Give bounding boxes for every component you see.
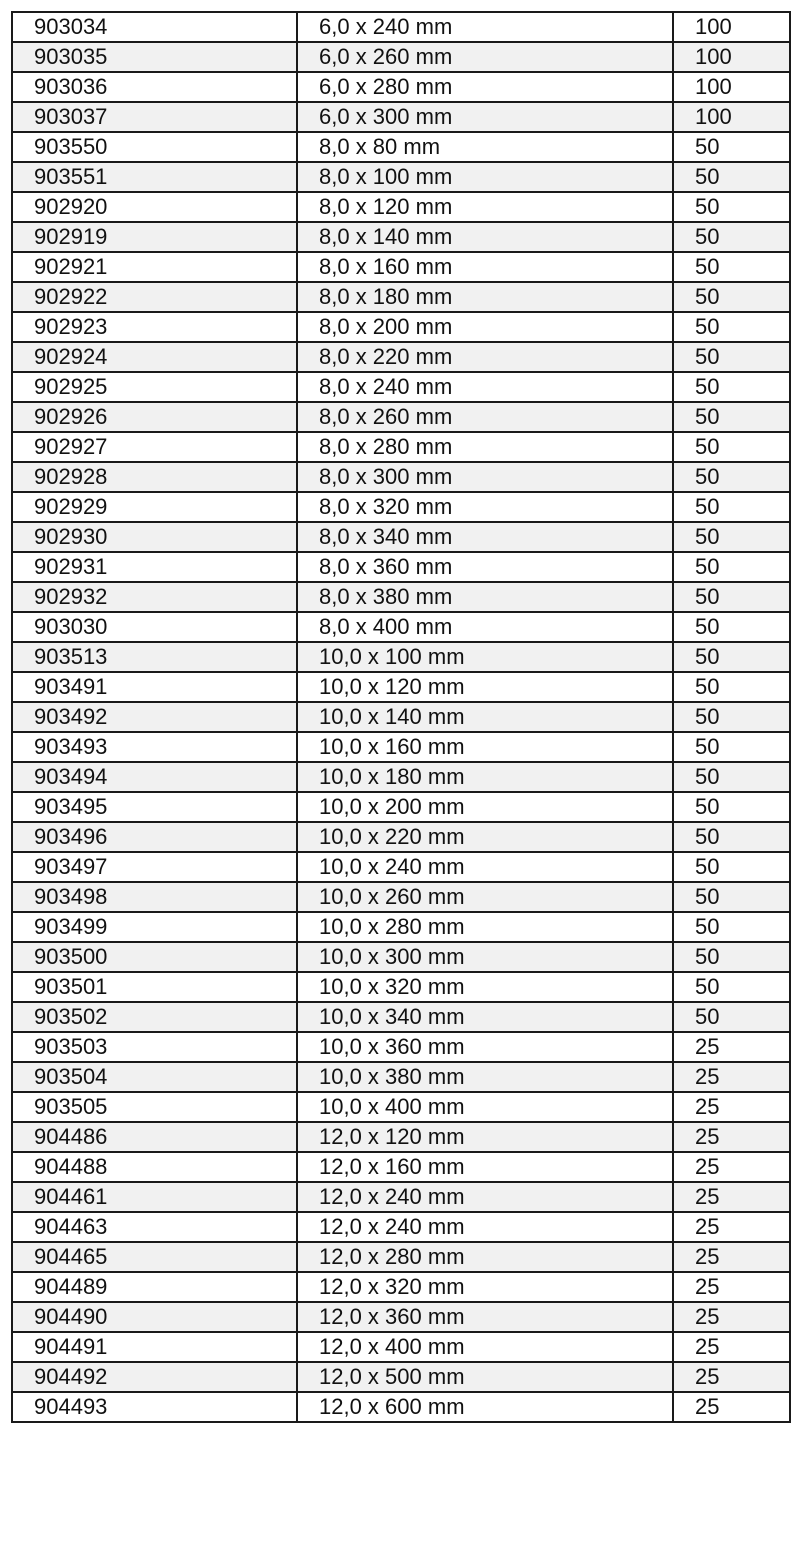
dimension-cell: 10,0 x 200 mm — [297, 792, 673, 822]
table-row — [12, 582, 790, 612]
pack-quantity-cell: 50 — [673, 672, 790, 702]
dimension-cell: 12,0 x 320 mm — [297, 1272, 673, 1302]
dimension-cell: 10,0 x 340 mm — [297, 1002, 673, 1032]
pack-quantity-cell: 50 — [673, 822, 790, 852]
article-number-cell: 904465 — [12, 1242, 297, 1272]
article-number-cell: 902929 — [12, 492, 297, 522]
table-row — [12, 612, 790, 642]
table-row — [12, 642, 790, 672]
article-number-cell: 903496 — [12, 822, 297, 852]
pack-quantity-cell: 50 — [673, 972, 790, 1002]
article-number-cell: 902930 — [12, 522, 297, 552]
pack-quantity-cell: 50 — [673, 402, 790, 432]
table-row — [12, 792, 790, 822]
dimension-cell: 6,0 x 300 mm — [297, 102, 673, 132]
dimension-cell: 10,0 x 160 mm — [297, 732, 673, 762]
pack-quantity-cell: 50 — [673, 222, 790, 252]
dimension-cell: 12,0 x 500 mm — [297, 1362, 673, 1392]
table-row — [12, 822, 790, 852]
product-table — [11, 11, 791, 1423]
table-row — [12, 1032, 790, 1062]
article-number-cell: 903035 — [12, 42, 297, 72]
table-row — [12, 762, 790, 792]
dimension-cell: 8,0 x 160 mm — [297, 252, 673, 282]
dimension-cell: 8,0 x 260 mm — [297, 402, 673, 432]
table-row — [12, 1062, 790, 1092]
pack-quantity-cell: 50 — [673, 342, 790, 372]
pack-quantity-cell: 25 — [673, 1032, 790, 1062]
dimension-cell: 10,0 x 120 mm — [297, 672, 673, 702]
pack-quantity-cell: 50 — [673, 492, 790, 522]
article-number-cell: 903036 — [12, 72, 297, 102]
pack-quantity-cell: 100 — [673, 12, 790, 42]
pack-quantity-cell: 100 — [673, 102, 790, 132]
dimension-cell: 10,0 x 280 mm — [297, 912, 673, 942]
article-number-cell: 904461 — [12, 1182, 297, 1212]
table-row — [12, 1002, 790, 1032]
article-number-cell: 902920 — [12, 192, 297, 222]
article-number-cell: 903034 — [12, 12, 297, 42]
pack-quantity-cell: 25 — [673, 1302, 790, 1332]
pack-quantity-cell: 25 — [673, 1242, 790, 1272]
dimension-cell: 10,0 x 260 mm — [297, 882, 673, 912]
pack-quantity-cell: 50 — [673, 882, 790, 912]
pack-quantity-cell: 25 — [673, 1062, 790, 1092]
pack-quantity-cell: 50 — [673, 192, 790, 222]
product-table-body — [12, 12, 790, 1422]
pack-quantity-cell: 100 — [673, 42, 790, 72]
pack-quantity-cell: 50 — [673, 702, 790, 732]
table-row — [12, 72, 790, 102]
article-number-cell: 903492 — [12, 702, 297, 732]
table-row — [12, 282, 790, 312]
pack-quantity-cell: 25 — [673, 1152, 790, 1182]
article-number-cell: 903037 — [12, 102, 297, 132]
table-row — [12, 672, 790, 702]
pack-quantity-cell: 50 — [673, 942, 790, 972]
pack-quantity-cell: 25 — [673, 1092, 790, 1122]
table-row — [12, 1212, 790, 1242]
pack-quantity-cell: 50 — [673, 282, 790, 312]
table-row — [12, 102, 790, 132]
dimension-cell: 8,0 x 120 mm — [297, 192, 673, 222]
pack-quantity-cell: 50 — [673, 372, 790, 402]
dimension-cell: 8,0 x 200 mm — [297, 312, 673, 342]
dimension-cell: 8,0 x 280 mm — [297, 432, 673, 462]
table-row — [12, 912, 790, 942]
dimension-cell: 12,0 x 240 mm — [297, 1212, 673, 1242]
dimension-cell: 10,0 x 320 mm — [297, 972, 673, 1002]
table-row — [12, 342, 790, 372]
table-row — [12, 192, 790, 222]
article-number-cell: 903502 — [12, 1002, 297, 1032]
table-row — [12, 162, 790, 192]
dimension-cell: 8,0 x 360 mm — [297, 552, 673, 582]
dimension-cell: 12,0 x 360 mm — [297, 1302, 673, 1332]
pack-quantity-cell: 50 — [673, 552, 790, 582]
table-row — [12, 252, 790, 282]
table-row — [12, 372, 790, 402]
dimension-cell: 10,0 x 220 mm — [297, 822, 673, 852]
article-number-cell: 903550 — [12, 132, 297, 162]
article-number-cell: 903504 — [12, 1062, 297, 1092]
dimension-cell: 10,0 x 100 mm — [297, 642, 673, 672]
article-number-cell: 903501 — [12, 972, 297, 1002]
dimension-cell: 8,0 x 140 mm — [297, 222, 673, 252]
pack-quantity-cell: 50 — [673, 582, 790, 612]
table-row — [12, 12, 790, 42]
table-row — [12, 1242, 790, 1272]
pack-quantity-cell: 25 — [673, 1362, 790, 1392]
article-number-cell: 902921 — [12, 252, 297, 282]
pack-quantity-cell: 50 — [673, 162, 790, 192]
table-row — [12, 852, 790, 882]
article-number-cell: 903513 — [12, 642, 297, 672]
dimension-cell: 8,0 x 320 mm — [297, 492, 673, 522]
table-row — [12, 1392, 790, 1422]
article-number-cell: 903503 — [12, 1032, 297, 1062]
pack-quantity-cell: 50 — [673, 432, 790, 462]
pack-quantity-cell: 50 — [673, 522, 790, 552]
article-number-cell: 904493 — [12, 1392, 297, 1422]
dimension-cell: 10,0 x 380 mm — [297, 1062, 673, 1092]
pack-quantity-cell: 50 — [673, 912, 790, 942]
table-row — [12, 132, 790, 162]
pack-quantity-cell: 25 — [673, 1392, 790, 1422]
table-row — [12, 1302, 790, 1332]
article-number-cell: 902926 — [12, 402, 297, 432]
article-number-cell: 904490 — [12, 1302, 297, 1332]
article-number-cell: 902932 — [12, 582, 297, 612]
article-number-cell: 902923 — [12, 312, 297, 342]
article-number-cell: 903491 — [12, 672, 297, 702]
article-number-cell: 903494 — [12, 762, 297, 792]
article-number-cell: 903030 — [12, 612, 297, 642]
table-row — [12, 492, 790, 522]
dimension-cell: 12,0 x 280 mm — [297, 1242, 673, 1272]
dimension-cell: 10,0 x 240 mm — [297, 852, 673, 882]
dimension-cell: 12,0 x 600 mm — [297, 1392, 673, 1422]
article-number-cell: 902919 — [12, 222, 297, 252]
pack-quantity-cell: 25 — [673, 1212, 790, 1242]
article-number-cell: 903500 — [12, 942, 297, 972]
pack-quantity-cell: 50 — [673, 792, 790, 822]
table-row — [12, 462, 790, 492]
article-number-cell: 903497 — [12, 852, 297, 882]
table-row — [12, 1122, 790, 1152]
dimension-cell: 8,0 x 400 mm — [297, 612, 673, 642]
dimension-cell: 8,0 x 180 mm — [297, 282, 673, 312]
table-row — [12, 432, 790, 462]
dimension-cell: 12,0 x 240 mm — [297, 1182, 673, 1212]
dimension-cell: 8,0 x 100 mm — [297, 162, 673, 192]
dimension-cell: 8,0 x 380 mm — [297, 582, 673, 612]
table-row — [12, 1332, 790, 1362]
dimension-cell: 12,0 x 160 mm — [297, 1152, 673, 1182]
dimension-cell: 10,0 x 400 mm — [297, 1092, 673, 1122]
article-number-cell: 903505 — [12, 1092, 297, 1122]
article-number-cell: 902925 — [12, 372, 297, 402]
table-row — [12, 402, 790, 432]
article-number-cell: 904486 — [12, 1122, 297, 1152]
table-row — [12, 882, 790, 912]
article-number-cell: 903498 — [12, 882, 297, 912]
table-row — [12, 312, 790, 342]
table-row — [12, 1272, 790, 1302]
table-row — [12, 522, 790, 552]
dimension-cell: 6,0 x 280 mm — [297, 72, 673, 102]
article-number-cell: 904491 — [12, 1332, 297, 1362]
product-table-container — [11, 11, 789, 1423]
table-row — [12, 1152, 790, 1182]
article-number-cell: 903551 — [12, 162, 297, 192]
article-number-cell: 902924 — [12, 342, 297, 372]
dimension-cell: 8,0 x 240 mm — [297, 372, 673, 402]
pack-quantity-cell: 50 — [673, 852, 790, 882]
dimension-cell: 6,0 x 240 mm — [297, 12, 673, 42]
article-number-cell: 903493 — [12, 732, 297, 762]
dimension-cell: 8,0 x 80 mm — [297, 132, 673, 162]
table-row — [12, 732, 790, 762]
dimension-cell: 12,0 x 400 mm — [297, 1332, 673, 1362]
pack-quantity-cell: 25 — [673, 1122, 790, 1152]
table-row — [12, 1092, 790, 1122]
dimension-cell: 8,0 x 220 mm — [297, 342, 673, 372]
table-row — [12, 1362, 790, 1392]
pack-quantity-cell: 25 — [673, 1332, 790, 1362]
dimension-cell: 8,0 x 300 mm — [297, 462, 673, 492]
pack-quantity-cell: 50 — [673, 642, 790, 672]
pack-quantity-cell: 50 — [673, 312, 790, 342]
article-number-cell: 902928 — [12, 462, 297, 492]
article-number-cell: 902922 — [12, 282, 297, 312]
pack-quantity-cell: 50 — [673, 612, 790, 642]
table-row — [12, 552, 790, 582]
article-number-cell: 903499 — [12, 912, 297, 942]
pack-quantity-cell: 25 — [673, 1272, 790, 1302]
table-row — [12, 702, 790, 732]
table-row — [12, 42, 790, 72]
pack-quantity-cell: 50 — [673, 132, 790, 162]
pack-quantity-cell: 100 — [673, 72, 790, 102]
pack-quantity-cell: 50 — [673, 252, 790, 282]
article-number-cell: 903495 — [12, 792, 297, 822]
dimension-cell: 10,0 x 140 mm — [297, 702, 673, 732]
article-number-cell: 902927 — [12, 432, 297, 462]
article-number-cell: 904489 — [12, 1272, 297, 1302]
dimension-cell: 10,0 x 180 mm — [297, 762, 673, 792]
pack-quantity-cell: 50 — [673, 732, 790, 762]
dimension-cell: 6,0 x 260 mm — [297, 42, 673, 72]
table-row — [12, 1182, 790, 1212]
table-row — [12, 222, 790, 252]
dimension-cell: 12,0 x 120 mm — [297, 1122, 673, 1152]
article-number-cell: 904463 — [12, 1212, 297, 1242]
dimension-cell: 8,0 x 340 mm — [297, 522, 673, 552]
dimension-cell: 10,0 x 360 mm — [297, 1032, 673, 1062]
article-number-cell: 902931 — [12, 552, 297, 582]
pack-quantity-cell: 25 — [673, 1182, 790, 1212]
pack-quantity-cell: 50 — [673, 462, 790, 492]
dimension-cell: 10,0 x 300 mm — [297, 942, 673, 972]
article-number-cell: 904492 — [12, 1362, 297, 1392]
pack-quantity-cell: 50 — [673, 762, 790, 792]
table-row — [12, 942, 790, 972]
pack-quantity-cell: 50 — [673, 1002, 790, 1032]
table-row — [12, 972, 790, 1002]
article-number-cell: 904488 — [12, 1152, 297, 1182]
